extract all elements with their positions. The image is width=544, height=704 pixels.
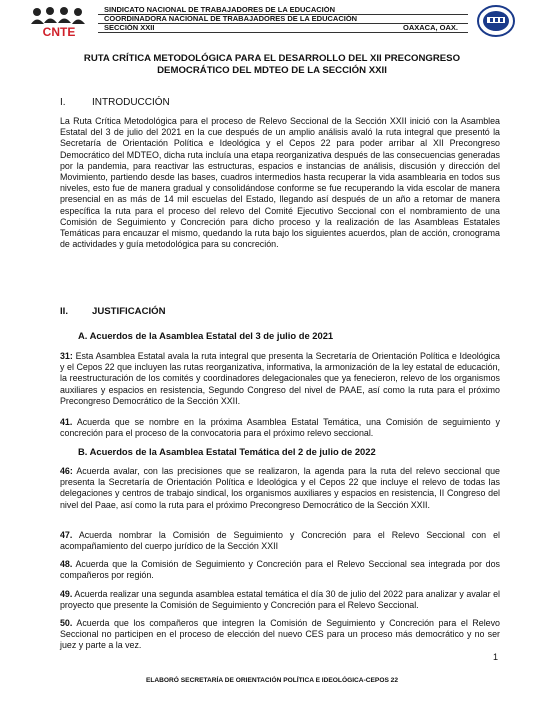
section-title: JUSTIFICACIÓN	[92, 306, 166, 317]
section-number: II.	[60, 306, 68, 317]
subheading-a: A. Acuerdos de la Asamblea Estatal del 3 de julio de 2021	[78, 330, 334, 341]
agreement-text: Acuerda que los compañeros que integren la Comisión de Seguimiento y Concreción para el Relevo Seccional no participen en el proceso de elección del nuevo CES para un proceso más democrático y no ser juez y parte a la vez.	[60, 618, 500, 651]
agreement-text: Esta Asamblea Estatal avala la ruta integral que presenta la Secretaría de Orientación Política e Ideológica y el Cepos 22 que incluyen las rutas reorganizativa, informativa, la armonización de la ley estatal de educación, la reestructuración de los comités y coordinadores delegacionales que ya fenecieron, relevo de los organismos auxiliares y espacios en resistencia, Segundo Congreso del nivel de PAAE, así como la ruta para el próximo Precongreso Democrático de la Sección XXII.	[60, 351, 500, 406]
letterhead-line-3	[98, 24, 468, 33]
subheading-b: B. Acuerdos de la Asamblea Estatal Temática del 2 de julio de 2022	[78, 446, 376, 457]
agreement-text: Acuerda que se nombre en la próxima Asamblea Estatal Temática, una Comisión de seguimiento y concreción para el proceso de la convocatoria para el próximo relevo seccional.	[60, 417, 500, 439]
page-footer: ELABORÓ SECRETARÍA DE ORIENTACIÓN POLÍTICA E IDEOLÓGICA-CEPOS 22	[145, 677, 399, 684]
document-title-line-1: RUTA CRÍTICA METODOLÓGICA PARA EL DESARROLLO DEL XII PRECONGRESO	[83, 53, 461, 64]
document-title-line-2: DEMOCRÁTICO DEL MDTEO DE LA SECCIÓN XXII	[157, 65, 387, 76]
agreement-number: 50.	[60, 618, 73, 628]
agreement-number: 48.	[60, 559, 73, 569]
agreement-text: Acuerda avalar, con las precisiones que se realizaron, la agenda para la ruta del relevo seccional que presenta la Secretaría de Orientación Política e Ideológica y el Cepos 22 que incluye el relevo de todas las delegaciones y centros de trabajo sindical, los organismos auxiliares y espacios en resistencia, II Congreso del nivel del Paae, así como la ruta para el próximo Precongreso Democrático de la Sección XXII.	[60, 466, 500, 510]
agreement-number: 46:	[60, 466, 73, 476]
agreement-text: Acuerda nombrar la Comisión de Seguimiento y Concreción para el Relevo Seccional con el acompañamiento del cuerpo jurídico de la Sección XXII	[60, 530, 500, 552]
agreement-50	[60, 618, 500, 652]
section-heading-introduccion	[60, 97, 170, 108]
agreement-48	[60, 559, 500, 581]
cnte-logo-text: CNTE	[42, 25, 76, 38]
agreement-41	[60, 417, 500, 439]
letterhead-line-1: SINDICATO NACIONAL DE TRABAJADORES DE LA EDUCACIÓN	[98, 6, 468, 15]
section-number: I.	[60, 97, 66, 108]
agreement-47	[60, 530, 500, 552]
agreement-number: 41.	[60, 417, 73, 427]
agreement-number: 49.	[60, 589, 73, 599]
letterhead-section: SECCIÓN XXII	[104, 24, 155, 32]
letterhead	[28, 4, 516, 40]
agreement-text: Acuerda que la Comisión de Seguimiento y Concreción para el Relevo Seccional sea integrada por dos compañeros por región.	[60, 559, 500, 581]
cnte-logo	[28, 4, 90, 38]
letterhead-lines	[98, 6, 468, 33]
agreement-46	[60, 466, 500, 511]
page-number: 1	[492, 652, 498, 662]
letterhead-city: OAXACA, OAX.	[402, 24, 458, 32]
intro-paragraph: La Ruta Crítica Metodológica para el proceso de Relevo Seccional de la Sección XXII inició con la Asamblea Estatal del 3 de julio del 2021 en la cue después de un amplio análisis avaló la ruta integral que presentó la Secretaría de Orientación Política e Ideológica y el Cepos 22 para poder arribar al XII Precongreso Democrático del MDTEO, dicha ruta incluía una etapa reorganizativa después de las consecuencias generadas por la pandemia, para reactivar las estructuras, espacios e instancias de análisis, discusión y dirección del Movimiento, partiendo desde las bases, cuadros intermedios hasta recuperar la vida asamblearia en todos sus niveles, esto fue de manera gradual y consolidándose conforme se fue recuperando la vida escolar de manera presencial en as más de 14 mil escuelas del Estado, llegando así después de un año a retomar de manera específica la ruta para el proceso del relevo del Comité Ejecutivo Seccional con el nombramiento de una Comisión de Seguimiento y Concreción para dicho proceso y la realización de las Asambleas Estatales Temáticas para encauzar el mismo, quedando la ruta bajo los siguientes acuerdos, plan de acción, cronograma de actividades y guía metodológica para su concreción.	[60, 116, 500, 250]
document-title	[60, 53, 484, 77]
agreement-number: 31:	[60, 351, 73, 361]
agreement-number: 47.	[60, 530, 73, 540]
agreement-49	[60, 589, 500, 611]
agreement-text: Acuerda realizar una segunda asamblea estatal temática el día 30 de julio del 2022 para analizar y avalar el proyecto que presente la Comisión de Seguimiento y Concreción para el Relevo Seccional.	[60, 589, 501, 611]
letterhead-line-2: COORDINADORA NACIONAL DE TRABAJADORES DE LA EDUCACIÓN	[98, 15, 468, 24]
section-xxii-seal-icon	[476, 4, 516, 38]
agreement-31	[60, 351, 500, 407]
section-heading-justificacion	[60, 306, 166, 317]
section-title: INTRODUCCIÓN	[92, 97, 170, 108]
